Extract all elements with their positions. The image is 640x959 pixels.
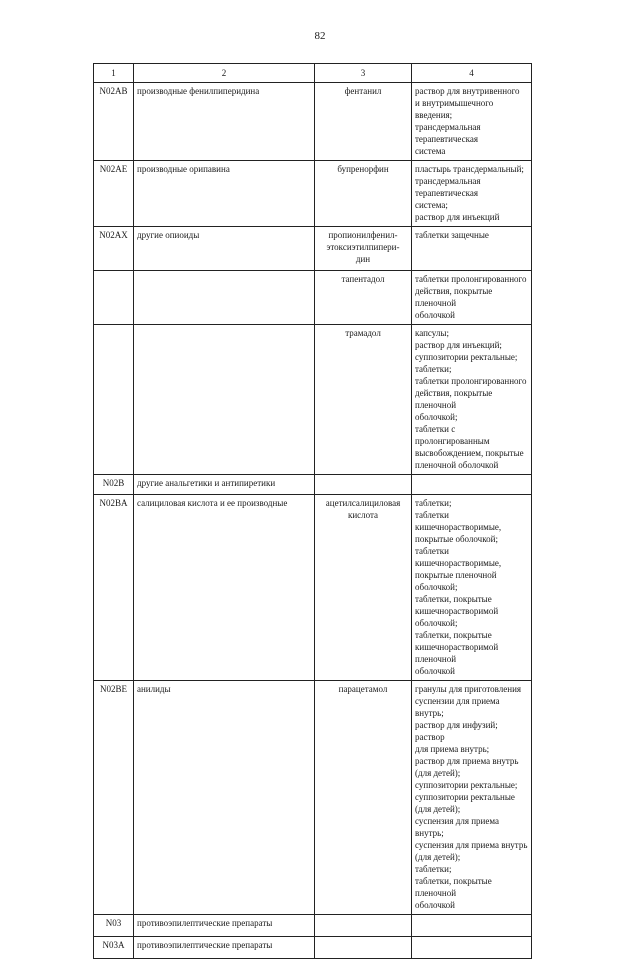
table-row (94, 325, 532, 475)
table-row (94, 681, 532, 915)
table-row (94, 161, 532, 227)
dosage-forms: гранулы для приготовления суспензии для приема внутрь; раствор для инфузий; раствор для приема внутрь; раствор для приема внутрь (для детей); суппозитории ректальные; суппозитории ректальные (для детей); суспензия для приема внутрь; суспензия для приема внутрь (для детей); таблетки; таблетки, покрытые пленочной оболочкой (412, 681, 532, 915)
dosage-forms: капсулы; раствор для инъекций; суппозитории ректальные; таблетки; таблетки пролонгированного действия, покрытые пленочной оболочкой; таблетки с пролонгированным высвобождением, покрытые пленочной оболочкой (412, 325, 532, 475)
atc-code: N02BE (94, 681, 134, 915)
dosage-forms: таблетки защечные (412, 227, 532, 271)
table-row (94, 83, 532, 161)
column-number-4: 4 (412, 64, 532, 83)
group-name: производные фенилпиперидина (134, 83, 315, 161)
substance-name: ацетилсалициловая кислота (315, 495, 412, 681)
group-name: противоэпилептические препараты (134, 915, 315, 937)
column-number-3: 3 (315, 64, 412, 83)
substance-name: бупренорфин (315, 161, 412, 227)
table-row (94, 271, 532, 325)
atc-code: N02AX (94, 227, 134, 271)
group-name: другие опиоиды (134, 227, 315, 271)
dosage-forms: пластырь трансдермальный; трансдермальная терапевтическая система; раствор для инъекций (412, 161, 532, 227)
atc-code (94, 271, 134, 325)
table-row (94, 475, 532, 495)
substance-name (315, 937, 412, 959)
substance-name: пропионилфенил- этоксиэтилпипери- дин (315, 227, 412, 271)
atc-code: N03A (94, 937, 134, 959)
table-row (94, 915, 532, 937)
dosage-forms: раствор для внутривенного и внутримышечного введения; трансдермальная терапевтическая система (412, 83, 532, 161)
group-name: другие анальгетики и антипиретики (134, 475, 315, 495)
atc-code: N02AB (94, 83, 134, 161)
column-number-1: 1 (94, 64, 134, 83)
group-name: противоэпилептические препараты (134, 937, 315, 959)
atc-code: N02BA (94, 495, 134, 681)
dosage-forms (412, 937, 532, 959)
dosage-forms: таблетки; таблетки кишечнорастворимые, покрытые оболочкой; таблетки кишечнорастворимые, покрытые пленочной оболочкой; таблетки, покрытые кишечнорастворимой оболочкой; таблетки, покрытые кишечнорастворимой пленочной оболочкой (412, 495, 532, 681)
medication-table (93, 63, 532, 959)
atc-code: N02AE (94, 161, 134, 227)
group-name: анилиды (134, 681, 315, 915)
dosage-forms (412, 475, 532, 495)
table-row (94, 495, 532, 681)
column-number-row (94, 64, 532, 83)
substance-name: трамадол (315, 325, 412, 475)
table-row (94, 227, 532, 271)
atc-code: N02B (94, 475, 134, 495)
substance-name (315, 475, 412, 495)
dosage-forms (412, 915, 532, 937)
substance-name (315, 915, 412, 937)
group-name (134, 325, 315, 475)
substance-name: парацетамол (315, 681, 412, 915)
page-number: 82 (314, 30, 326, 42)
substance-name: тапентадол (315, 271, 412, 325)
substance-name: фентанил (315, 83, 412, 161)
table-row (94, 937, 532, 959)
atc-code: N03 (94, 915, 134, 937)
dosage-forms: таблетки пролонгированного действия, покрытые пленочной оболочкой (412, 271, 532, 325)
column-number-2: 2 (134, 64, 315, 83)
group-name: производные орипавина (134, 161, 315, 227)
group-name (134, 271, 315, 325)
group-name: салициловая кислота и ее производные (134, 495, 315, 681)
atc-code (94, 325, 134, 475)
